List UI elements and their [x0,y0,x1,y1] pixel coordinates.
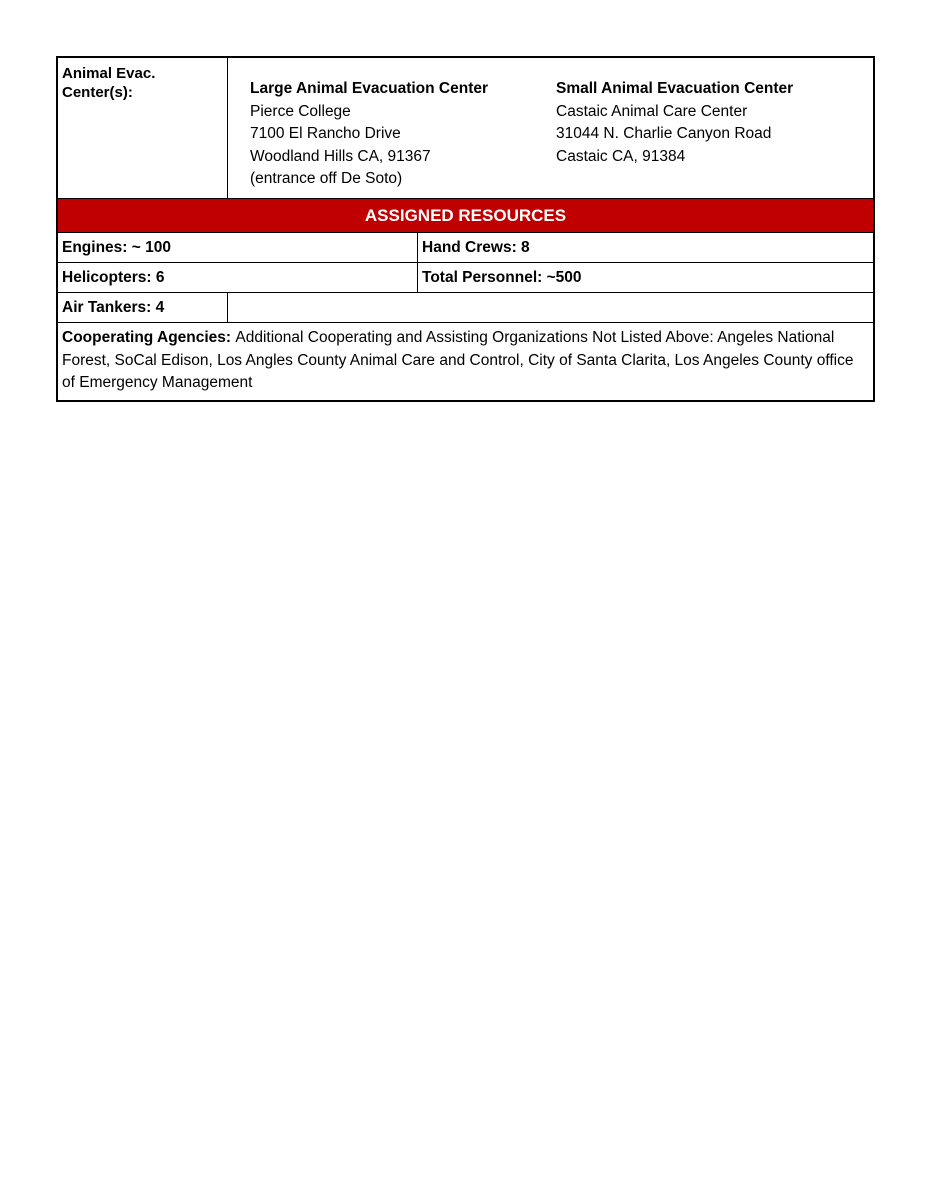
empty-cell [228,293,873,322]
resources-row-helicopters [58,263,873,293]
small-animal-center-heading: Small Animal Evacuation Center [556,80,794,97]
large-animal-center-note: (entrance off De Soto) [250,170,403,187]
small-animal-center-street: 31044 N. Charlie Canyon Road [556,125,772,142]
cooperating-agencies-label: Cooperating Agencies: [62,329,236,346]
large-animal-center-name: Pierce College [250,102,351,120]
engines-value: Engines: ~ 100 [58,233,418,262]
cooperating-agencies-text: Additional Cooperating and Assisting Organizations Not Listed Above: Angeles National Forest, SoCal Edison, Los Angles County Animal Care and Control, City of Santa Clarita, Los Angeles County office of Emergency Management [62,329,854,391]
resources-row-engines [58,233,873,263]
large-animal-center-city: Woodland Hills CA, 91367 [250,147,431,165]
cooperating-agencies-row [58,323,873,400]
hand-crews-value: Hand Crews: 8 [422,238,530,256]
small-animal-center-city: Castaic CA, 91384 [556,147,686,165]
assigned-resources-banner: ASSIGNED RESOURCES [58,199,873,233]
small-animal-center-name: Castaic Animal Care Center [556,102,748,120]
animal-evac-row [58,58,873,199]
resources-row-air-tankers [58,293,873,323]
large-animal-center [250,78,556,198]
animal-evac-centers [228,58,873,198]
air-tankers-value: Air Tankers: 4 [58,293,228,322]
large-animal-center-heading: Large Animal Evacuation Center [250,80,489,97]
incident-info-table [56,56,875,402]
small-animal-center [556,78,793,198]
helicopters-value: Helicopters: 6 [58,263,418,292]
animal-evac-label: Animal Evac. Center(s): [58,58,228,198]
total-personnel-value: Total Personnel: ~500 [422,268,582,286]
large-animal-center-street: 7100 El Rancho Drive [250,125,401,142]
